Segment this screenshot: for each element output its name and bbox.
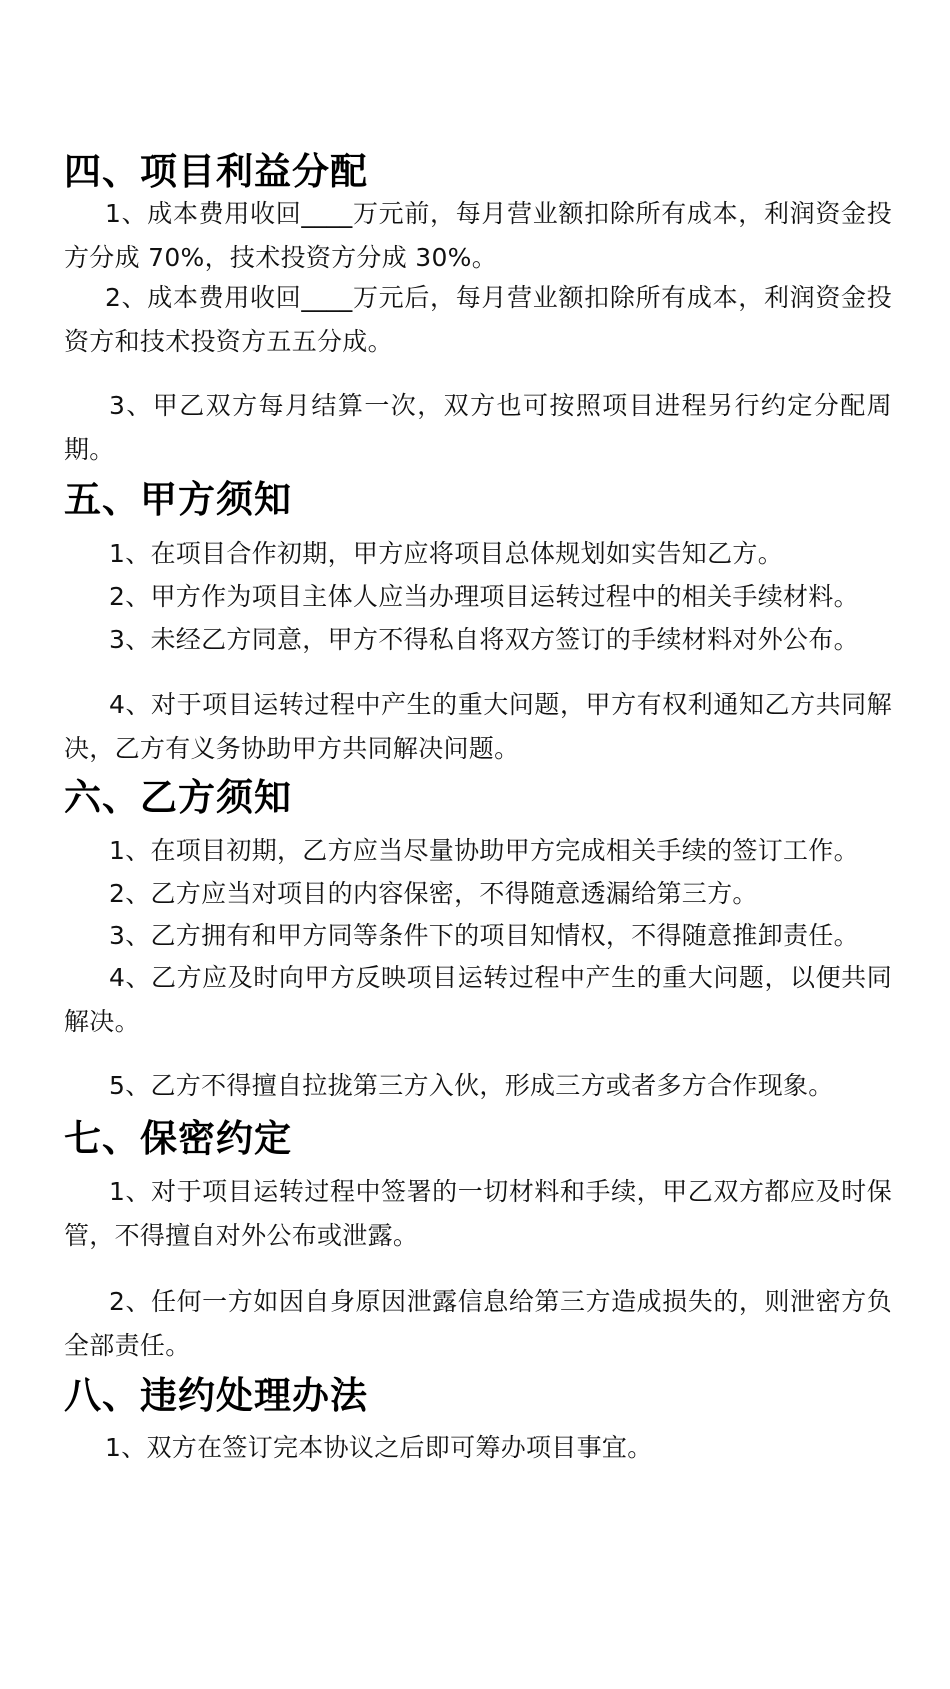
section-heading-breach-handling: 八、违约处理办法 [64, 1374, 368, 1417]
paragraph-6-3: 3、乙方拥有和甲方同等条件下的项目知情权，不得随意推卸责任。 [109, 921, 859, 950]
paragraph-5-2: 2、甲方作为项目主体人应当办理项目运转过程中的相关手续材料。 [109, 582, 859, 611]
paragraph-7-2: 2、任何一方如因自身原因泄露信息给第三方造成损失的，则泄密方负全部责任。 [64, 1287, 892, 1360]
paragraph-6-1: 1、在项目初期，乙方应当尽量协助甲方完成相关手续的签订工作。 [109, 836, 859, 865]
section-heading-confidentiality: 七、保密约定 [64, 1117, 292, 1160]
paragraph-5-4: 4、对于项目运转过程中产生的重大问题，甲方有权利通知乙方共同解决，乙方有义务协助甲方共同解决问题。 [64, 690, 892, 763]
paragraph-5-3: 3、未经乙方同意，甲方不得私自将双方签订的手续材料对外公布。 [109, 625, 859, 654]
paragraph-5-1: 1、在项目合作初期，甲方应将项目总体规划如实告知乙方。 [109, 539, 784, 568]
paragraph-6-2: 2、乙方应当对项目的内容保密，不得随意透漏给第三方。 [109, 879, 758, 908]
paragraph-6-5: 5、乙方不得擅自拉拢第三方入伙，形成三方或者多方合作现象。 [109, 1071, 834, 1100]
paragraph-4-3: 3、甲乙双方每月结算一次，双方也可按照项目进程另行约定分配周期。 [64, 391, 892, 464]
paragraph-4-2: 2、成本费用收回____万元后，每月营业额扣除所有成本，利润资金投资方和技术投资方五五分成。 [64, 283, 892, 356]
section-heading-profit-distribution: 四、项目利益分配 [64, 150, 368, 193]
paragraph-4-1: 1、成本费用收回____万元前，每月营业额扣除所有成本，利润资金投方分成 70%，技术投资方分成 30%。 [64, 199, 892, 272]
paragraph-6-4: 4、乙方应及时向甲方反映项目运转过程中产生的重大问题，以便共同解决。 [64, 963, 892, 1036]
paragraph-8-1: 1、双方在签订完本协议之后即可筹办项目事宜。 [105, 1433, 653, 1462]
section-heading-party-a-notice: 五、甲方须知 [64, 478, 292, 521]
paragraph-7-1: 1、对于项目运转过程中签署的一切材料和手续，甲乙双方都应及时保管，不得擅自对外公布或泄露。 [64, 1177, 892, 1250]
section-heading-party-b-notice: 六、乙方须知 [64, 776, 292, 819]
